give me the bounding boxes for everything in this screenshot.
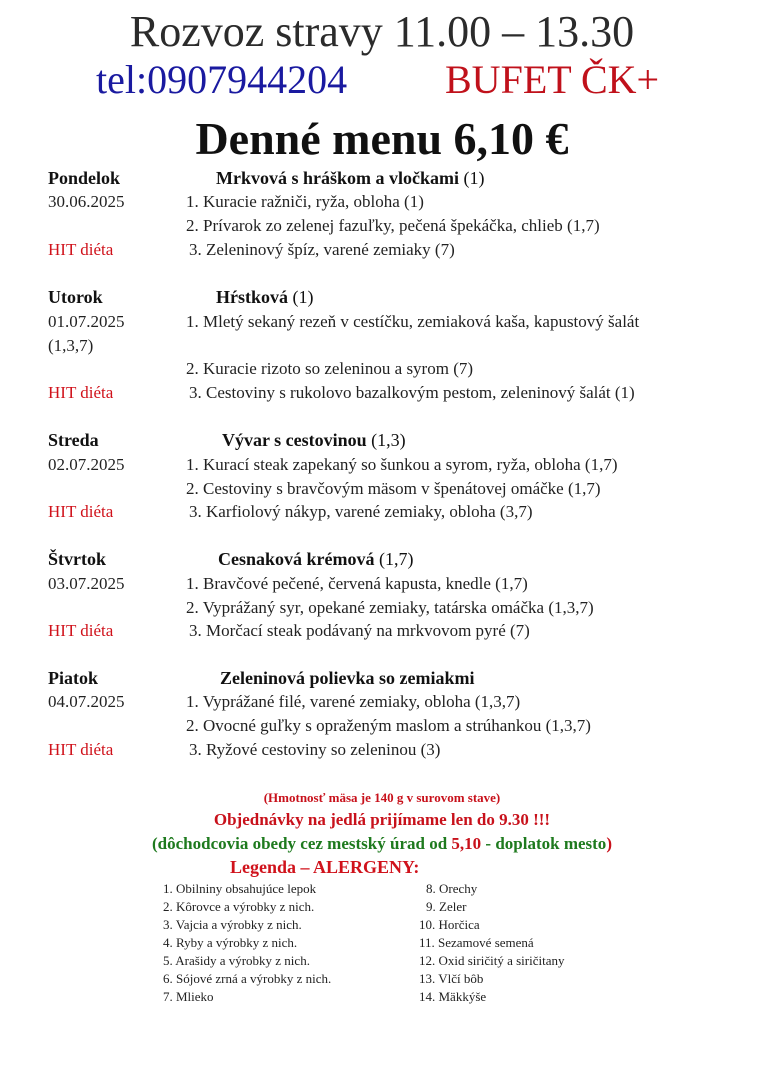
meal-item: 2. Kuracie rizoto so zeleninou a syrom (7) bbox=[186, 359, 474, 378]
meat-weight-note: (Hmotnosť mäsa je 140 g v surovom stave) bbox=[263, 790, 501, 805]
meal-item: 1. Kuracie ražniči, ryža, obloha (1) bbox=[186, 192, 424, 211]
allergen-item: 7. Mlieko bbox=[163, 989, 214, 1004]
seniors-note-close: ) bbox=[606, 834, 612, 853]
soup-allergens: (1,7) bbox=[379, 549, 414, 569]
meal-item: 2. Prívarok zo zelenej fazuľky, pečená špekáčka, chlieb (1,7) bbox=[186, 216, 600, 235]
brand-name: BUFET ČK+ bbox=[445, 57, 660, 102]
allergen-item: 10. Horčica bbox=[419, 917, 480, 932]
soup-name: Vývar s cestovinou bbox=[222, 430, 367, 450]
soup-name: Hŕstková bbox=[216, 287, 288, 307]
meal-allergens-wrap: (1,3,7) bbox=[48, 336, 94, 355]
seniors-note-text: - doplatok mesto bbox=[481, 834, 607, 853]
header-contact-row bbox=[0, 56, 764, 102]
soup bbox=[216, 287, 314, 308]
allergen-item: 3. Vajcia a výrobky z nich. bbox=[163, 917, 302, 932]
allergen-item: 13. Vlčí bôb bbox=[419, 971, 484, 986]
meal-item: 2. Ovocné guľky s opraženým maslom a strúhankou (1,3,7) bbox=[186, 716, 591, 735]
order-deadline-note: Objednávky na jedlá prijímame len do 9.30 !!! bbox=[213, 810, 551, 829]
soup bbox=[216, 168, 485, 189]
meal-item: 3. Morčací steak podávaný na mrkvovom pyré (7) bbox=[189, 621, 530, 640]
allergen-item: 4. Ryby a výrobky z nich. bbox=[163, 935, 298, 950]
day-date: 01.07.2025 bbox=[48, 312, 125, 331]
soup-name: Cesnaková krémová bbox=[218, 549, 375, 569]
day-name: Piatok bbox=[48, 668, 99, 688]
hit-diet-label: HIT diéta bbox=[48, 383, 114, 402]
meal-item: 1. Bravčové pečené, červená kapusta, knedle (1,7) bbox=[186, 574, 528, 593]
seniors-price: 5,10 bbox=[451, 834, 482, 853]
meal-item: 1. Kurací steak zapekaný so šunkou a syrom, ryža, obloha (1,7) bbox=[186, 455, 618, 474]
day-date: 02.07.2025 bbox=[48, 455, 125, 474]
seniors-note-text: (dôchodcovia obedy cez mestský úrad od bbox=[152, 834, 452, 853]
allergen-item: 9. Zeler bbox=[426, 899, 467, 914]
soup-name: Mrkvová s hráškom a vločkami bbox=[216, 168, 459, 188]
meal-item: 2. Cestoviny s bravčovým mäsom v špenátovej omáčke (1,7) bbox=[186, 479, 601, 498]
meal-item: 1. Mletý sekaný rezeň v cestíčku, zemiaková kaša, kapustový šalát bbox=[186, 312, 640, 331]
delivery-hours: Rozvoz stravy 11.00 – 13.30 bbox=[129, 7, 635, 56]
day-name: Streda bbox=[48, 430, 99, 450]
day-date: 30.06.2025 bbox=[48, 192, 125, 211]
legend-title: Legenda – ALERGENY: bbox=[230, 857, 420, 877]
hit-diet-label: HIT diéta bbox=[48, 502, 114, 521]
soup-allergens: (1) bbox=[292, 287, 314, 307]
soup-allergens: (1,3) bbox=[371, 430, 406, 450]
meal-item: 3. Cestoviny s rukolovo bazalkovým pestom, zeleninový šalát (1) bbox=[189, 383, 635, 402]
hit-diet-label: HIT diéta bbox=[48, 621, 114, 640]
phone-number[interactable]: tel:0907944204 bbox=[96, 57, 348, 102]
allergen-item: 5. Arašidy a výrobky z nich. bbox=[163, 953, 310, 968]
meal-item: 2. Vyprážaný syr, opekané zemiaky, tatárska omáčka (1,3,7) bbox=[186, 598, 594, 617]
allergen-item: 12. Oxid siričitý a siričitany bbox=[419, 953, 565, 968]
meal-item: 3. Zeleninový špíz, varené zemiaky (7) bbox=[189, 240, 455, 259]
seniors-note bbox=[0, 834, 764, 854]
day-name: Utorok bbox=[48, 287, 103, 307]
allergen-item: 14. Mäkkýše bbox=[419, 989, 487, 1004]
soup bbox=[218, 549, 414, 570]
hit-diet-label: HIT diéta bbox=[48, 740, 114, 759]
soup bbox=[222, 430, 406, 451]
hit-diet-label: HIT diéta bbox=[48, 240, 114, 259]
soup-allergens: (1) bbox=[463, 168, 485, 188]
allergen-item: 1. Obilniny obsahujúce lepok bbox=[163, 881, 317, 896]
day-name: Pondelok bbox=[48, 168, 121, 188]
day-date: 04.07.2025 bbox=[48, 692, 125, 711]
allergen-item: 6. Sójové zrná a výrobky z nich. bbox=[163, 971, 332, 986]
allergen-item: 11. Sezamové semená bbox=[419, 935, 534, 950]
meal-item: 1. Vyprážané filé, varené zemiaky, obloha (1,3,7) bbox=[186, 692, 521, 711]
soup bbox=[220, 668, 475, 689]
day-name: Štvrtok bbox=[48, 549, 106, 569]
soup-name: Zeleninová polievka so zemiakmi bbox=[220, 668, 475, 688]
meal-item: 3. Ryžové cestoviny so zeleninou (3) bbox=[189, 740, 441, 759]
allergen-item: 8. Orechy bbox=[426, 881, 478, 896]
meal-item: 3. Karfiolový nákyp, varené zemiaky, obloha (3,7) bbox=[189, 502, 533, 521]
allergen-item: 2. Kôrovce a výrobky z nich. bbox=[163, 899, 315, 914]
day-date: 03.07.2025 bbox=[48, 574, 125, 593]
page-title: Denné menu 6,10 € bbox=[195, 113, 569, 164]
